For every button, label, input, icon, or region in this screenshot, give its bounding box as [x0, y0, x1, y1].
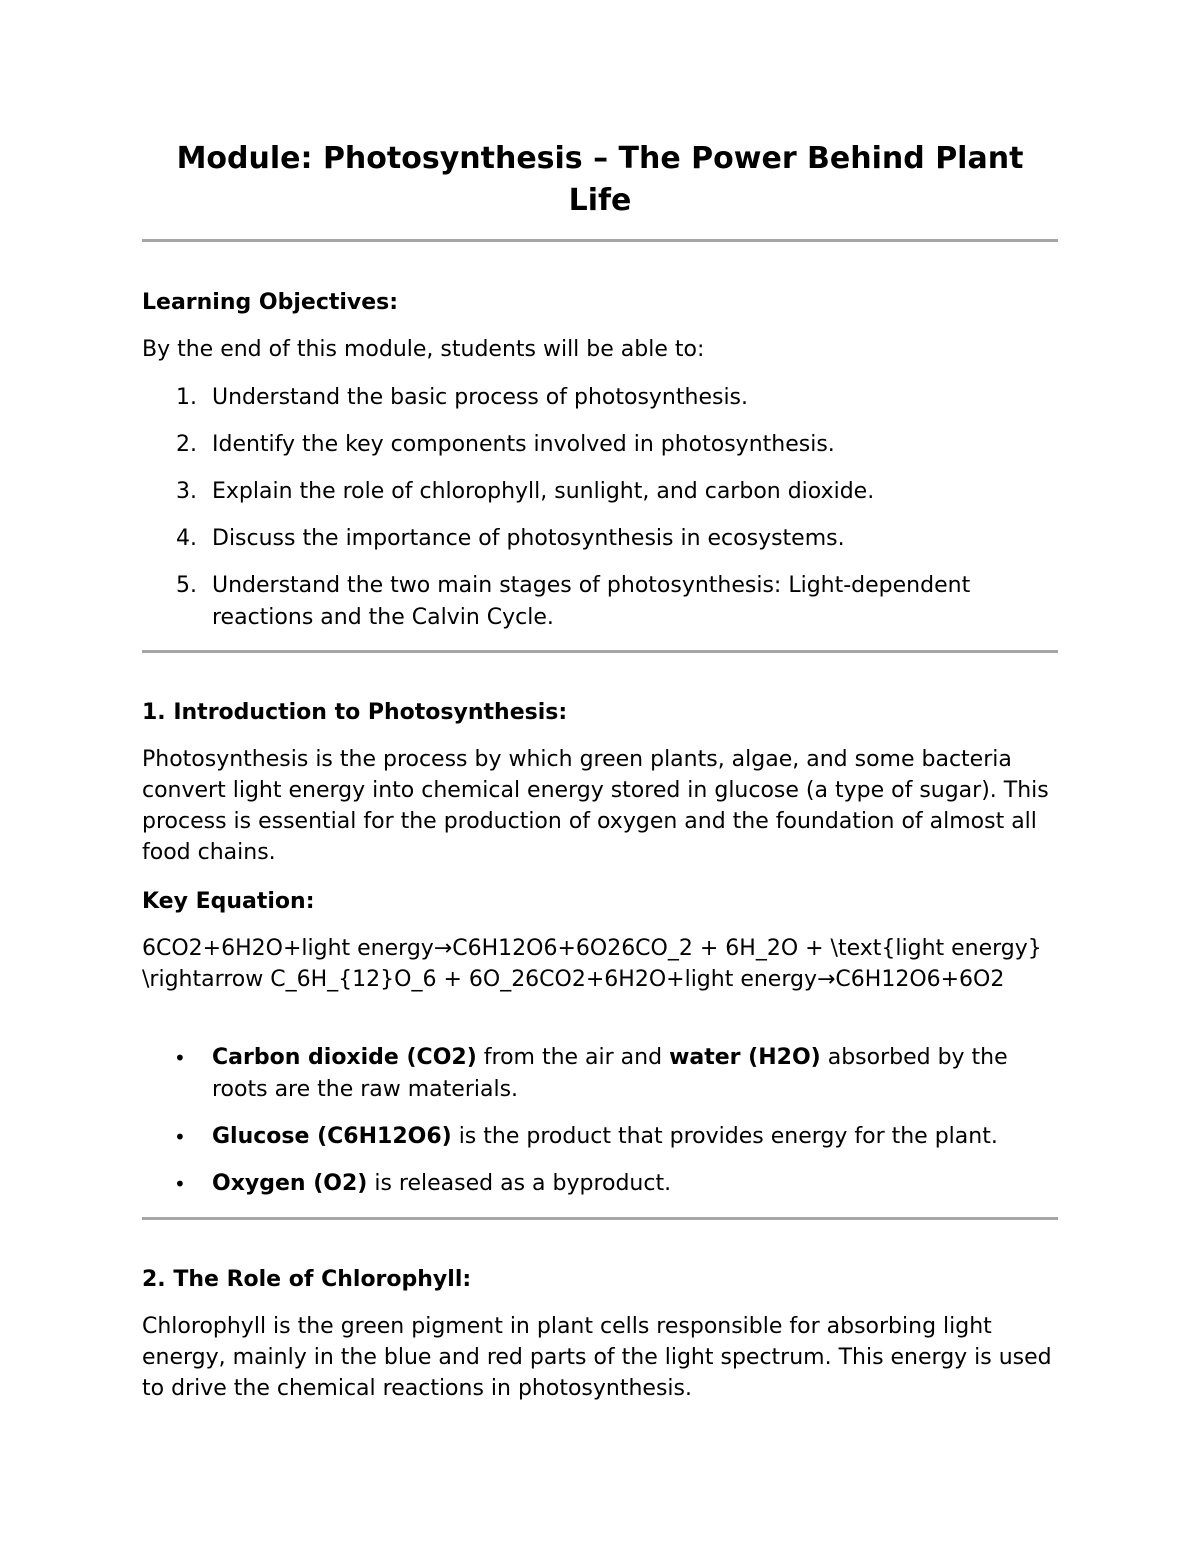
list-number: 3. — [176, 479, 197, 504]
section1-heading: 1. Introduction to Photosynthesis: — [142, 700, 568, 725]
bold-term: Glucose (C6H12O6) — [212, 1124, 452, 1149]
divider — [142, 239, 1058, 242]
list-item — [142, 570, 1058, 634]
list-item-text: Identify the key components involved in photosynthesis. — [212, 432, 835, 457]
list-item — [142, 476, 1058, 508]
bullet-icon: • — [174, 1125, 186, 1149]
list-item-text: Discuss the importance of photosynthesis in ecosystems. — [212, 526, 845, 551]
section1-paragraph: Photosynthesis is the process by which green plants, algae, and some bacteria convert light energy into chemical energy stored in glucose (a type of sugar). This process is essential for the production of oxygen and the foundation of almost all food chains. — [142, 747, 1049, 865]
divider — [142, 650, 1058, 653]
list-item — [142, 1168, 1058, 1200]
list-number: 2. — [176, 432, 197, 457]
list-number: 4. — [176, 526, 197, 551]
list-item-text: is the product that provides energy for the plant. — [451, 1124, 998, 1149]
list-item — [142, 523, 1058, 555]
list-item — [142, 429, 1058, 461]
section2-paragraph: Chlorophyll is the green pigment in plant cells responsible for absorbing light energy, mainly in the blue and red parts of the light spectrum. This energy is used to drive the chemical reactions in photosynthesis. — [142, 1314, 1052, 1401]
bold-term: water (H2O) — [669, 1045, 821, 1070]
bullet-icon: • — [174, 1046, 186, 1070]
equation-heading: Key Equation: — [142, 889, 315, 914]
divider — [142, 1217, 1058, 1220]
list-number: 1. — [176, 385, 197, 410]
materials-list — [142, 1042, 1058, 1200]
list-item-text: Explain the role of chlorophyll, sunlight, and carbon dioxide. — [212, 479, 875, 504]
page-title: Module: Photosynthesis – The Power Behind Plant Life — [176, 141, 1024, 218]
key-equation: 6CO2+6H2O+light energy→C6H12O6+6O26CO_2 + 6H_2O + \text{light energy} \rightarrow C_6H_{12}O_6 + 6O_26CO2+6H2O+light energy→C6H12O6+6O2 — [142, 936, 1042, 992]
objectives-intro: By the end of this module, students will be able to: — [142, 337, 705, 362]
objectives-heading: Learning Objectives: — [142, 290, 399, 315]
list-item-text: Understand the basic process of photosynthesis. — [212, 385, 749, 410]
objectives-list — [142, 382, 1058, 634]
list-item-text: from the air and — [476, 1045, 670, 1070]
list-item — [142, 382, 1058, 414]
list-item-text: is released as a byproduct. — [367, 1171, 672, 1196]
list-item-text: absorbed by the roots are the raw materials. — [212, 1045, 1008, 1102]
list-item-text: Understand the two main stages of photosynthesis: Light-dependent reactions and the Calvin Cycle. — [212, 573, 971, 630]
bullet-icon: • — [174, 1172, 186, 1196]
list-item — [142, 1121, 1058, 1153]
bold-term: Carbon dioxide (CO2) — [212, 1045, 477, 1070]
list-number: 5. — [176, 573, 197, 598]
bold-term: Oxygen (O2) — [212, 1171, 368, 1196]
list-item — [142, 1042, 1058, 1106]
section2-heading: 2. The Role of Chlorophyll: — [142, 1267, 472, 1292]
